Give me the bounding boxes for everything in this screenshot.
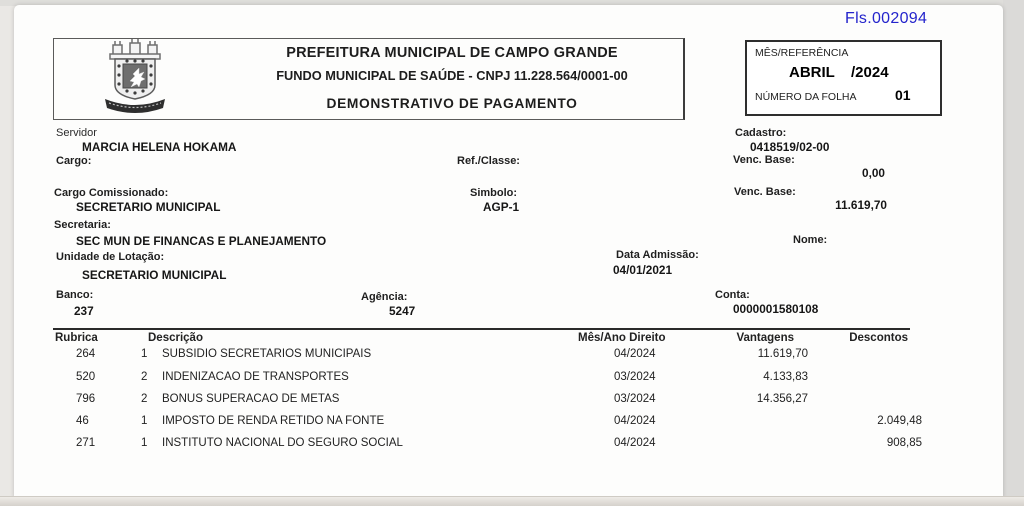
servidor-label: Servidor (56, 127, 97, 139)
cargo-label: Cargo: (56, 155, 92, 167)
agencia-value: 5247 (389, 304, 416, 318)
cell-mes-ano: 03/2024 (614, 393, 656, 405)
cell-descricao: INDENIZACAO DE TRANSPORTES (162, 371, 349, 383)
cell-tipo: 1 (141, 415, 148, 427)
cell-vantagens: 14.356,27 (756, 393, 808, 405)
table-top-divider (53, 328, 910, 330)
brasao-campo-grande-icon (93, 39, 177, 122)
cell-descontos: 908,85 (886, 437, 922, 449)
table-header-row (53, 332, 910, 348)
col-header-descricao: Descrição (148, 332, 203, 344)
document-title: DEMONSTRATIVO DE PAGAMENTO (326, 96, 578, 111)
cell-tipo: 2 (141, 371, 148, 383)
cell-rubrica: 264 (76, 348, 96, 360)
cell-descricao: BONUS SUPERACAO DE METAS (162, 393, 340, 405)
simbolo-label: Simbolo: (470, 187, 518, 199)
month-reference-box (745, 40, 942, 116)
table-row (67, 437, 924, 453)
table-row (67, 415, 924, 431)
unidade-lotacao-label: Unidade de Lotação: (56, 251, 165, 263)
reference-month: ABRIL (789, 64, 835, 81)
banco-value: 237 (74, 304, 94, 318)
cell-rubrica: 520 (76, 371, 96, 383)
ref-classe-label: Ref./Classe: (457, 155, 520, 167)
venc-base2-value: 11.619,70 (835, 198, 887, 212)
agencia-label: Agência: (361, 291, 408, 303)
cell-descricao: IMPOSTO DE RENDA RETIDO NA FONTE (162, 415, 385, 427)
cell-descricao: SUBSIDIO SECRETARIOS MUNICIPAIS (162, 348, 372, 360)
sheet-number-label: NÚMERO DA FOLHA (755, 91, 857, 103)
cell-rubrica: 271 (76, 437, 96, 449)
cell-rubrica: 796 (76, 393, 96, 405)
cell-tipo: 1 (141, 348, 148, 360)
month-reference-label: MÊS/REFERÊNCIA (755, 47, 849, 59)
data-admissao-label: Data Admissão: (616, 249, 699, 261)
data-admissao-value: 04/01/2021 (613, 263, 673, 277)
document-page (14, 5, 1003, 498)
folio-stamp: Fls.002094 (845, 10, 928, 27)
banco-label: Banco: (56, 289, 94, 301)
secretaria-label: Secretaria: (54, 219, 111, 231)
cell-vantagens: 11.619,70 (757, 348, 808, 360)
venc-base1-label: Venc. Base: (733, 154, 795, 166)
servidor-value: MARCIA HELENA HOKAMA (82, 140, 237, 154)
cell-tipo: 2 (141, 393, 148, 405)
col-header-vantagens: Vantagens (736, 332, 794, 344)
conta-label: Conta: (715, 289, 750, 301)
header-titles (252, 40, 652, 111)
cell-tipo: 1 (141, 437, 148, 449)
nome-label: Nome: (793, 234, 828, 246)
cadastro-label: Cadastro: (735, 127, 787, 139)
cell-mes-ano: 04/2024 (614, 415, 656, 427)
cell-descontos: 2.049,48 (877, 415, 922, 427)
org-subtitle-cnpj: FUNDO MUNICIPAL DE SAÚDE - CNPJ 11.228.564/0001-00 (276, 68, 628, 83)
cell-rubrica: 46 (76, 415, 89, 427)
table-row (67, 371, 924, 387)
window-bottom-edge (0, 496, 1024, 506)
simbolo-value: AGP-1 (483, 200, 520, 214)
col-header-mes-ano: Mês/Ano Direito (578, 332, 666, 344)
conta-value: 0000001580108 (733, 302, 819, 316)
cadastro-value: 0418519/02-00 (750, 140, 830, 154)
venc-base1-value: 0,00 (862, 166, 885, 180)
viewer-right-margin (1003, 0, 1024, 498)
cell-vantagens: 4.133,83 (763, 371, 808, 383)
cell-mes-ano: 04/2024 (614, 348, 656, 360)
cell-mes-ano: 04/2024 (614, 437, 656, 449)
org-title: PREFEITURA MUNICIPAL DE CAMPO GRANDE (286, 45, 618, 61)
col-header-rubrica: Rubrica (55, 332, 98, 344)
cargo-comissionado-value: SECRETARIO MUNICIPAL (76, 200, 221, 214)
secretaria-value: SEC MUN DE FINANCAS E PLANEJAMENTO (76, 234, 327, 248)
table-row (67, 348, 924, 364)
table-row (67, 393, 924, 409)
sheet-number-value: 01 (895, 87, 911, 103)
venc-base2-label: Venc. Base: (734, 186, 796, 198)
cell-mes-ano: 03/2024 (614, 371, 656, 383)
reference-year: /2024 (851, 64, 889, 81)
cargo-comissionado-label: Cargo Comissionado: (54, 187, 169, 199)
unidade-lotacao-value: SECRETARIO MUNICIPAL (82, 268, 227, 282)
cell-descricao: INSTITUTO NACIONAL DO SEGURO SOCIAL (162, 437, 403, 449)
col-header-descontos: Descontos (849, 332, 908, 344)
